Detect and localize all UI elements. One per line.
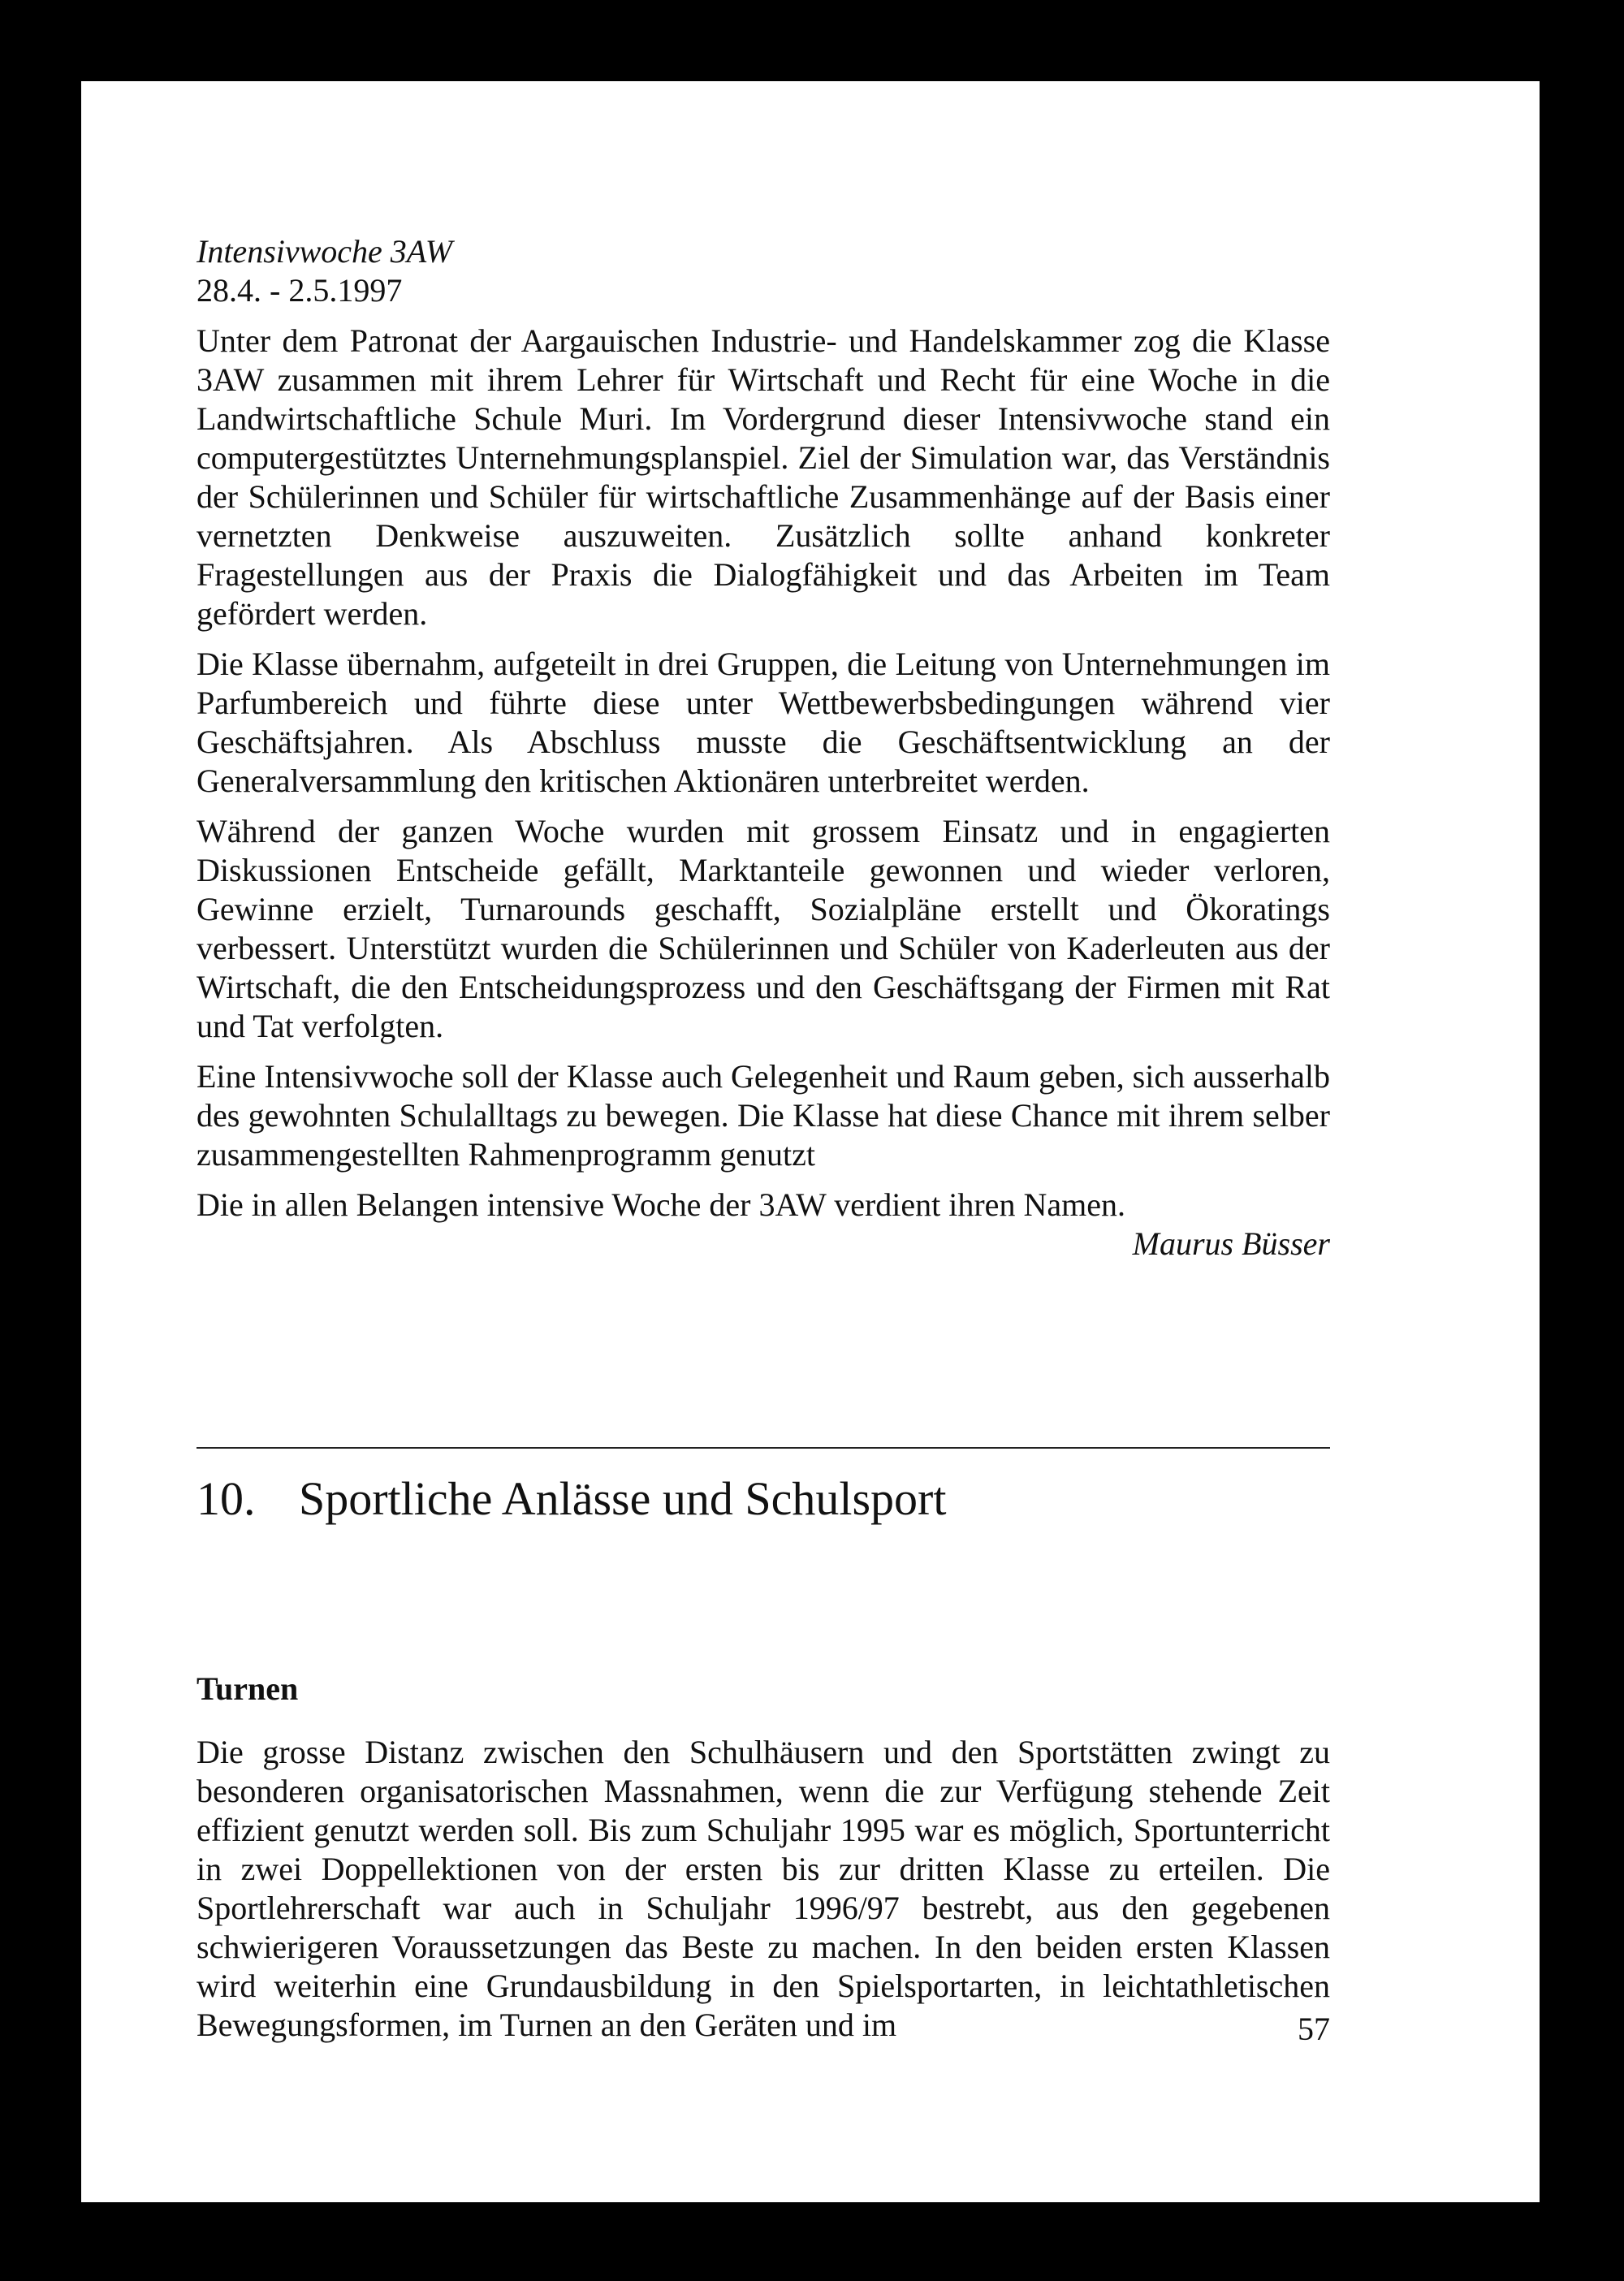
page-number: 57: [1298, 2011, 1330, 2047]
intensivwoche-article: [197, 232, 1330, 1264]
paragraph-4: Eine Intensivwoche soll der Klasse auch Gelegenheit und Raum geben, sich ausserhalb des gewohnten Schulalltags zu bewegen. Die Klasse hat diese Chance mit ihrem selber zusammengestellten Rahmenprogramm genutzt: [197, 1058, 1330, 1173]
author-signature: Maurus Büsser: [1132, 1225, 1330, 1262]
chapter-heading: [197, 1470, 946, 1528]
paragraph-2: Die Klasse übernahm, aufgeteilt in drei Gruppen, die Leitung von Unternehmungen im Parfumbereich und führte diese unter Wettbewerbsbedingungen während vier Geschäftsjahren. Als Abschluss musste die Geschäftsentwicklung an der Generalversammlung den kritischen Aktionären unterbreitet werden.: [197, 646, 1330, 799]
chapter-title: Sportliche Anlässe und Schulsport: [299, 1472, 947, 1525]
chapter-divider: [197, 1447, 1330, 1449]
section-paragraph: Die grosse Distanz zwischen den Schulhäusern und den Sportstätten zwingt zu besonderen organisatorischen Massnahmen, wenn die zur Verfügung stehende Zeit effizient genutzt werden soll. Bis zum Schuljahr 1995 war es möglich, Sportunterricht in zwei Doppellektionen von der ersten bis zur dritten Klasse zu erteilen. Die Sportlehrerschaft war auch in Schuljahr 1996/97 bestrebt, aus den gegebenen schwierigeren Voraussetzungen das Beste zu machen. In den beiden ersten Klassen wird weiterhin eine Grundausbildung in den Spielsportarten, in leichtathletischen Bewegungsformen, im Turnen an den Geräten und im: [197, 1734, 1330, 2043]
section-heading: Turnen: [197, 1670, 299, 1707]
paragraph-5: Die in allen Belangen intensive Woche der 3AW verdient ihren Namen.: [197, 1186, 1125, 1223]
turnen-section: [197, 1733, 1330, 2045]
document-page: [81, 81, 1540, 2202]
article-date: 28.4. - 2.5.1997: [197, 272, 403, 309]
chapter-number: 10.: [197, 1472, 256, 1525]
paragraph-1: Unter dem Patronat der Aargauischen Industrie- und Handelskammer zog die Klasse 3AW zusammen mit ihrem Lehrer für Wirtschaft und Recht für eine Woche in die Landwirtschaftliche Schule Muri. Im Vordergrund dieser Intensivwoche stand ein computergestütztes Unternehmungsplanspiel. Ziel der Simulation war, das Verständnis der Schülerinnen und Schüler für wirtschaftliche Zusammenhänge auf der Basis einer vernetzten Denkweise auszuweiten. Zusätzlich sollte anhand konkreter Fragestellungen aus der Praxis die Dialogfähigkeit und das Arbeiten im Team gefördert werden.: [197, 322, 1330, 632]
article-title: Intensivwoche 3AW: [197, 233, 453, 270]
paragraph-3: Während der ganzen Woche wurden mit grossem Einsatz und in engagierten Diskussionen Entscheide gefällt, Marktanteile gewonnen und wieder verloren, Gewinne erzielt, Turnarounds geschafft, Sozialpläne erstellt und Ökoratings verbessert. Unterstützt wurden die Schülerinnen und Schüler von Kaderleuten aus der Wirtschaft, die den Entscheidungsprozess und den Geschäftsgang der Firmen mit Rat und Tat verfolgten.: [197, 813, 1330, 1044]
